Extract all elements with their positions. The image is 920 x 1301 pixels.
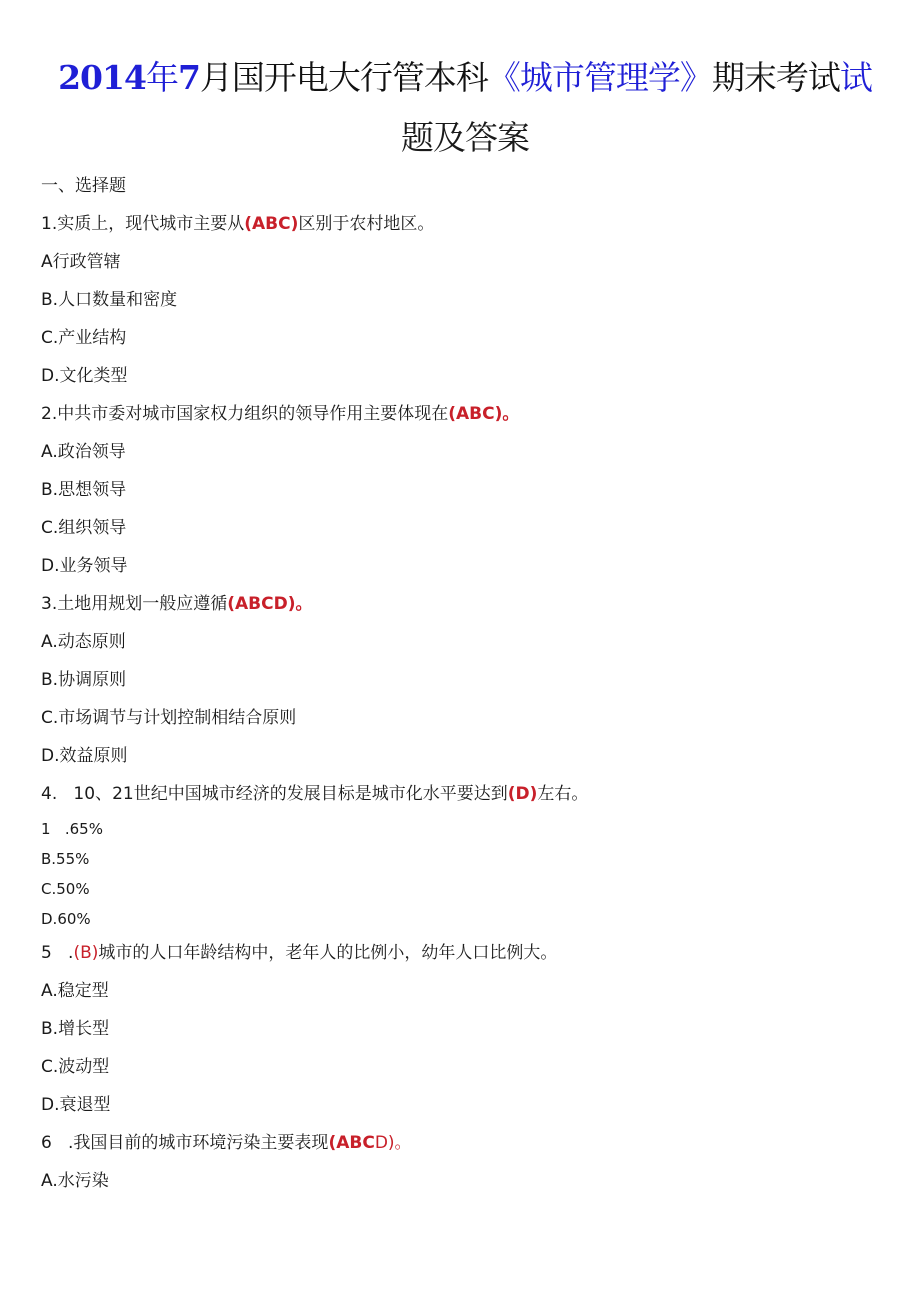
question-stem-tail: 城市的人口年龄结构中，老年人的比例小，幼年人口比例大。 [98, 943, 558, 963]
question-answer: (ABC [328, 1133, 375, 1153]
question-answer: (ABC) [244, 214, 299, 234]
option: C.产业结构 [41, 328, 127, 348]
title-book-name: 《城市管理学》 [487, 58, 712, 97]
title-part-2: 月国开电大行管本科 [199, 58, 488, 97]
option: D.效益原则 [41, 746, 128, 766]
title-part-4: 试 [839, 58, 872, 97]
question-2 [41, 402, 519, 426]
option: A.稳定型 [41, 981, 109, 1001]
option: D.衰退型 [41, 1095, 111, 1115]
option: C.组织领导 [41, 518, 127, 538]
option: B.人口数量和密度 [41, 290, 178, 310]
option: B.协调原则 [41, 670, 127, 690]
question-6 [41, 1131, 412, 1155]
document-title-line-2: 题及答案 [401, 118, 529, 157]
question-answer: (ABC)。 [448, 404, 520, 424]
option: A.水污染 [41, 1171, 109, 1191]
document-title-line-1 [40, 50, 890, 106]
question-stem-tail: 左右。 [537, 784, 589, 804]
question-stem: 6 .我国目前的城市环境污染主要表现 [41, 1133, 329, 1153]
option: C.50% [41, 880, 90, 898]
question-stem: 1.实质上，现代城市主要从 [41, 214, 245, 234]
title-month: 7 [177, 58, 200, 97]
question-3 [41, 592, 312, 616]
question-stem: 4. 10、21世纪中国城市经济的发展目标是城市化水平要达到 [41, 784, 508, 804]
option: A行政管辖 [41, 252, 121, 272]
title-year: 2014 [58, 58, 146, 97]
option: A.动态原则 [41, 632, 126, 652]
option: 1 .65% [41, 820, 103, 838]
question-stem: 2.中共市委对城市国家权力组织的领导作用主要体现在 [41, 404, 449, 424]
option: C.市场调节与计划控制相结合原则 [41, 708, 297, 728]
option: D.60% [41, 910, 91, 928]
question-answer: (B) [73, 943, 99, 963]
question-4 [41, 782, 588, 806]
option: A.政治领导 [41, 442, 126, 462]
title-part-year-suffix: 年 [145, 58, 178, 97]
question-answer: (ABCD)。 [227, 594, 313, 614]
option: C.波动型 [41, 1057, 110, 1077]
option: B.55% [41, 850, 90, 868]
option: B.思想领导 [41, 480, 127, 500]
question-stem-tail: 区别于农村地区。 [298, 214, 435, 234]
question-5 [41, 941, 557, 965]
option: B.增长型 [41, 1019, 110, 1039]
option: D.业务领导 [41, 556, 128, 576]
option: D.文化类型 [41, 366, 128, 386]
section-heading: 一、选择题 [41, 176, 126, 196]
question-stem: 3.土地用规划一般应遵循 [41, 594, 228, 614]
question-stem: 5 . [41, 943, 74, 963]
question-answer-tail: D)。 [374, 1133, 412, 1153]
title-part-3: 期末考试 [711, 58, 840, 97]
question-1 [41, 212, 434, 236]
question-answer: (D) [507, 784, 538, 804]
